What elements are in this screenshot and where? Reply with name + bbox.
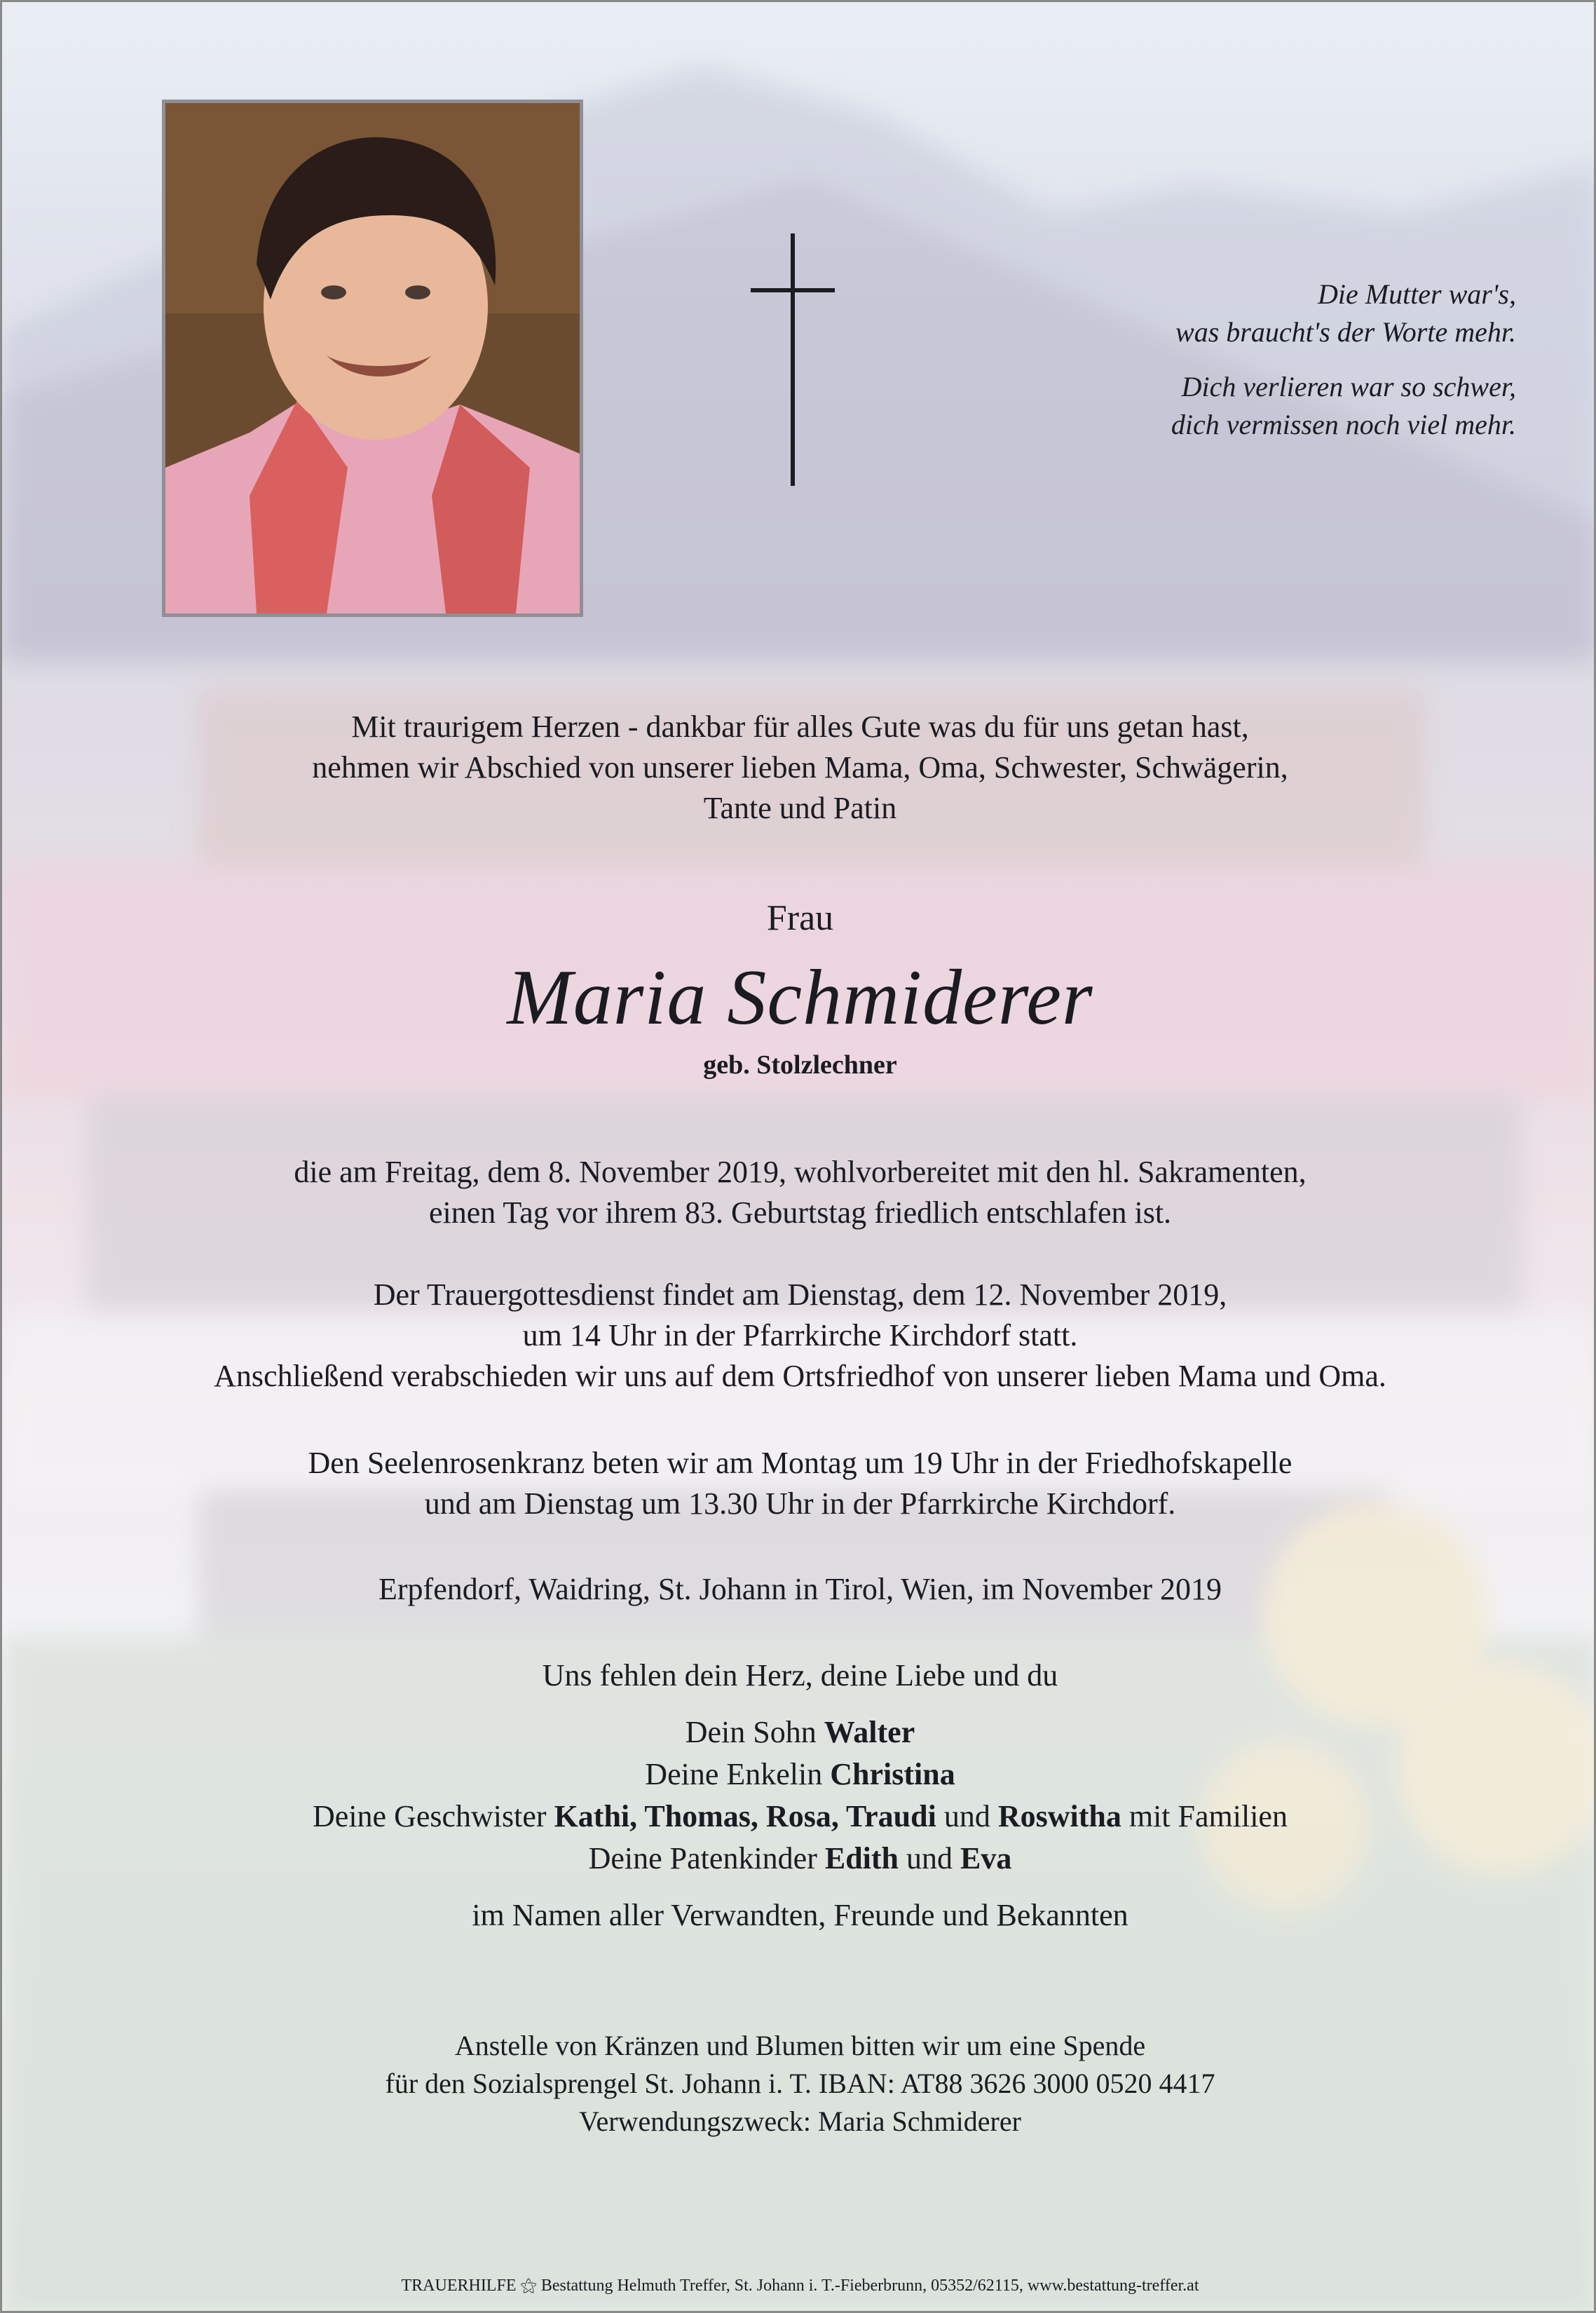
funeral-line: Anschließend verabschieden wir uns auf dem Ortsfriedhof von unserer lieben Mama und Oma. [214, 1359, 1386, 1393]
birth-name: geb. Stolzlechner [703, 1050, 897, 1080]
footer-logo-icon: ⚝ [520, 2277, 537, 2295]
family-list [44, 1711, 1556, 1880]
donation-line: für den Sozialsprengel St. Johann i. T. IBAN: AT88 3626 3000 0520 4417 [385, 2068, 1215, 2099]
death-notice-line: die am Freitag, dem 8. November 2019, wohlvorbereitet mit den hl. Sakramenten, [294, 1155, 1307, 1189]
family-name: Kathi, Thomas, Rosa, Traudi [554, 1799, 936, 1833]
family-name: Eva [960, 1841, 1012, 1876]
donation-info [44, 2027, 1556, 2141]
footer [44, 2275, 1556, 2296]
funeral-line: um 14 Uhr in der Pfarrkirche Kirchdorf statt. [522, 1318, 1078, 1352]
rosary-line: und am Dienstag um 13.30 Uhr in der Pfarrkirche Kirchdorf. [424, 1486, 1176, 1521]
family-godchildren [44, 1838, 1556, 1880]
donation-line: Anstelle von Kränzen und Blumen bitten wir um eine Spende [454, 2030, 1146, 2061]
family-label: Deine Patenkinder [588, 1841, 825, 1876]
portrait-photo [162, 100, 583, 617]
family-grandchild [44, 1754, 1556, 1796]
intro-line: nehmen wir Abschied von unserer lieben Mama, Oma, Schwester, Schwägerin, [312, 750, 1288, 785]
rosary-line: Den Seelenrosenkranz beten wir am Montag um 19 Uhr in der Friedhofskapelle [308, 1446, 1293, 1480]
verse-line: Die Mutter war's, [1318, 278, 1516, 310]
miss-line: Uns fehlen dein Herz, deine Liebe und du [542, 1658, 1058, 1693]
family-connector: und [899, 1841, 961, 1876]
funeral-line: Der Trauergottesdienst findet am Dienstag, dem 12. November 2019, [373, 1277, 1227, 1312]
donation-line: Verwendungszweck: Maria Schmiderer [579, 2105, 1021, 2137]
family-name: Christina [830, 1757, 955, 1791]
memorial-verse [913, 276, 1516, 461]
funeral-info [44, 1275, 1556, 1397]
family-name: Edith [824, 1841, 899, 1876]
rosary-info [44, 1443, 1556, 1524]
intro-line: Mit traurigem Herzen - dankbar für alles Gute was du für uns getan hast, [351, 710, 1249, 744]
family-label: mit Familien [1121, 1799, 1288, 1833]
death-notice [44, 1152, 1556, 1233]
family-name: Walter [824, 1715, 915, 1749]
salutation: Frau [766, 898, 834, 938]
family-son [44, 1711, 1556, 1754]
deceased-name: Maria Schmiderer [507, 954, 1093, 1041]
place-date: Erpfendorf, Waidring, St. Johann in Tirol, Wien, im November 2019 [378, 1572, 1222, 1606]
footer-label: TRAUERHILFE [401, 2277, 517, 2295]
family-siblings [44, 1796, 1556, 1838]
footer-text: Bestattung Helmuth Treffer, St. Johann i. T.-Fieberbrunn, 05352/62115, www.bestattung-treffer.at [540, 2277, 1199, 2295]
behalf-line: im Namen aller Verwandten, Freunde und Bekannten [472, 1898, 1128, 1932]
family-name: Roswitha [997, 1799, 1121, 1833]
verse-line: was braucht's der Worte mehr. [1175, 316, 1516, 348]
verse-line: dich vermissen noch viel mehr. [1171, 409, 1516, 440]
family-label: Deine Geschwister [313, 1799, 554, 1833]
death-notice-line: einen Tag vor ihrem 83. Geburtstag friedlich entschlafen ist. [428, 1195, 1172, 1230]
family-label: Dein Sohn [685, 1715, 824, 1749]
verse-line: Dich verlieren war so schwer, [1181, 371, 1516, 402]
family-label: Deine Enkelin [645, 1757, 831, 1791]
intro-text [44, 707, 1556, 829]
cross-icon [751, 233, 835, 486]
intro-line: Tante und Patin [703, 791, 897, 825]
family-connector: und [936, 1799, 998, 1833]
